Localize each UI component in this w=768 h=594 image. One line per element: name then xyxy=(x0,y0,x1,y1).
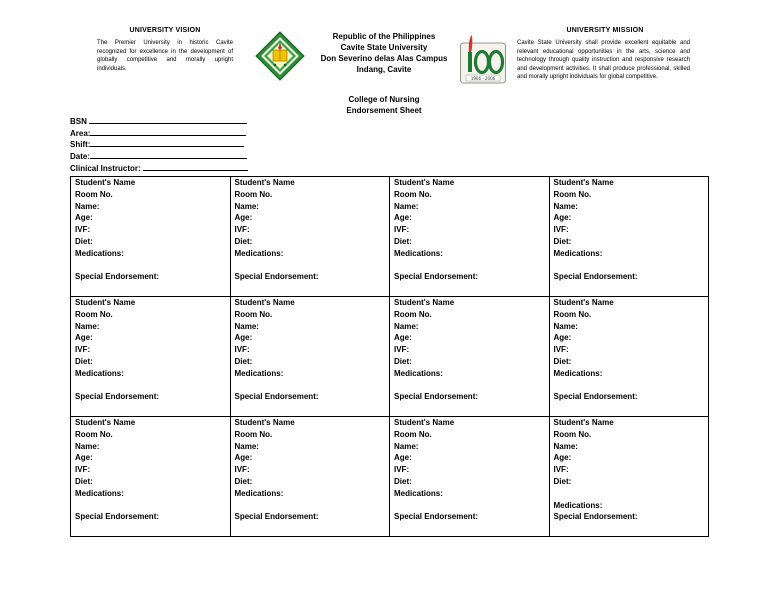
patient-name-label: Name: xyxy=(553,321,578,331)
document-title-block xyxy=(300,94,468,116)
age-label: Age: xyxy=(234,213,253,223)
age-label: Age: xyxy=(234,333,253,343)
bsn-label: BSN xyxy=(70,117,87,126)
grid-row xyxy=(71,177,709,297)
endorsement-cell[interactable] xyxy=(549,177,709,297)
special-endorsement-label: Special Endorsement: xyxy=(75,272,160,282)
campus-name: Don Severino delas Alas Campus xyxy=(320,54,448,63)
medications-label: Medications: xyxy=(394,368,443,378)
student-name-label: Student's Name xyxy=(75,418,136,427)
diet-label: Diet: xyxy=(75,236,93,246)
medications-label: Medications: xyxy=(75,488,124,498)
special-endorsement-label: Special Endorsement: xyxy=(234,512,319,522)
room-no-label: Room No. xyxy=(234,189,273,199)
centennial-100-logo xyxy=(460,33,506,85)
special-endorsement-label: Special Endorsement: xyxy=(394,512,479,522)
ivf-label: IVF: xyxy=(394,465,410,475)
centennial-years: 1906 - 2006 xyxy=(470,75,496,81)
student-name-label: Student's Name xyxy=(75,298,136,307)
medications-label: Medications: xyxy=(75,248,124,258)
age-label: Age: xyxy=(553,333,572,343)
area-line xyxy=(90,128,246,136)
shift-label: Shift: xyxy=(70,140,91,150)
patient-name-label: Name: xyxy=(553,201,578,211)
student-name-label: Student's Name xyxy=(553,418,614,427)
student-name-label: Student's Name xyxy=(394,298,455,307)
endorsement-cell[interactable] xyxy=(71,417,231,537)
special-endorsement-label: Special Endorsement: xyxy=(394,392,479,402)
special-endorsement-label: Special Endorsement: xyxy=(394,272,479,282)
university-seal-logo xyxy=(255,31,305,81)
ivf-label: IVF: xyxy=(553,465,569,475)
student-name-label: Student's Name xyxy=(394,178,455,187)
patient-name-label: Name: xyxy=(234,321,259,331)
room-no-label: Room No. xyxy=(75,189,113,199)
grid-row xyxy=(71,417,709,537)
patient-name-label: Name: xyxy=(234,441,259,451)
patient-name-label: Name: xyxy=(394,201,419,211)
area-field[interactable] xyxy=(70,128,248,140)
age-label: Age: xyxy=(394,333,412,343)
medications-label: Medications: xyxy=(234,248,284,258)
ivf-label: IVF: xyxy=(75,345,91,355)
endorsement-cell[interactable] xyxy=(230,417,390,537)
patient-name-label: Name: xyxy=(394,441,419,451)
diet-label: Diet: xyxy=(394,356,412,366)
medications-label: Medications: xyxy=(234,488,284,498)
room-no-label: Room No. xyxy=(394,429,432,439)
medications-label: Medications: xyxy=(234,368,284,378)
university-header xyxy=(300,31,468,75)
ivf-label: IVF: xyxy=(553,225,569,235)
age-label: Age: xyxy=(234,453,253,463)
university-mission-text: Cavite State University shall provide excellent equitable and relevant educational opportunities in the arts, science and technology through quality instruction and responsive research and development activities. It shall produce professional, skilled and morally upright individuals for global competitive. xyxy=(517,40,690,81)
age-label: Age: xyxy=(553,453,572,463)
room-no-label: Room No. xyxy=(394,189,432,199)
room-no-label: Room No. xyxy=(553,429,592,439)
clinical-instructor-field[interactable] xyxy=(70,163,248,175)
campus-location: Indang, Cavite xyxy=(356,65,412,74)
sheet-title: Endorsement Sheet xyxy=(346,106,422,115)
medications-label: Medications: xyxy=(75,368,124,378)
diet-label: Diet: xyxy=(394,476,412,486)
ivf-label: IVF: xyxy=(394,225,410,235)
room-no-label: Room No. xyxy=(234,309,273,319)
student-name-label: Student's Name xyxy=(75,178,136,187)
room-no-label: Room No. xyxy=(394,309,432,319)
student-name-label: Student's Name xyxy=(553,178,614,187)
diet-label: Diet: xyxy=(234,356,253,366)
ivf-label: IVF: xyxy=(234,225,250,235)
medications-label: Medications: xyxy=(394,248,443,258)
date-label: Date: xyxy=(70,152,91,162)
university-name: Cavite State University xyxy=(340,43,428,52)
date-field[interactable] xyxy=(70,151,248,163)
bsn-line xyxy=(89,116,247,124)
ivf-label: IVF: xyxy=(234,465,250,475)
patient-name-label: Name: xyxy=(394,321,419,331)
ivf-label: IVF: xyxy=(75,225,91,235)
diet-label: Diet: xyxy=(553,356,572,366)
patient-name-label: Name: xyxy=(75,201,100,211)
patient-name-label: Name: xyxy=(75,441,100,451)
age-label: Age: xyxy=(394,453,412,463)
endorsement-cell[interactable] xyxy=(71,177,231,297)
endorsement-cell[interactable] xyxy=(390,177,550,297)
republic-line: Republic of the Philippines xyxy=(332,32,436,41)
special-endorsement-label: Special Endorsement: xyxy=(75,512,160,522)
age-label: Age: xyxy=(75,453,93,463)
endorsement-cell[interactable] xyxy=(230,297,390,417)
special-endorsement-label: Special Endorsement: xyxy=(553,272,638,282)
medications-label: Medications: xyxy=(553,500,603,510)
student-name-label: Student's Name xyxy=(234,298,295,307)
bsn-field[interactable] xyxy=(70,116,248,128)
medications-label: Medications: xyxy=(553,248,603,258)
diet-label: Diet: xyxy=(75,356,93,366)
medications-label: Medications: xyxy=(394,488,443,498)
student-name-label: Student's Name xyxy=(234,178,295,187)
special-endorsement-label: Special Endorsement: xyxy=(553,512,638,522)
age-label: Age: xyxy=(553,213,572,223)
endorsement-cell[interactable] xyxy=(549,417,709,537)
room-no-label: Room No. xyxy=(234,429,273,439)
university-vision-title: UNIVERSITY VISION xyxy=(129,27,201,34)
ivf-label: IVF: xyxy=(553,345,569,355)
special-endorsement-label: Special Endorsement: xyxy=(553,392,638,402)
special-endorsement-label: Special Endorsement: xyxy=(234,272,319,282)
diet-label: Diet: xyxy=(394,236,412,246)
room-no-label: Room No. xyxy=(553,309,592,319)
shift-line xyxy=(90,139,244,147)
date-line xyxy=(90,151,247,159)
university-mission-title: UNIVERSITY MISSION xyxy=(566,27,644,34)
patient-name-label: Name: xyxy=(75,321,100,331)
room-no-label: Room No. xyxy=(553,189,592,199)
ivf-label: IVF: xyxy=(234,345,250,355)
endorsement-cell[interactable] xyxy=(390,297,550,417)
sheet-fields xyxy=(70,116,248,175)
patient-name-label: Name: xyxy=(234,201,259,211)
diet-label: Diet: xyxy=(234,476,253,486)
grid-row xyxy=(71,297,709,417)
diet-label: Diet: xyxy=(234,236,253,246)
diet-label: Diet: xyxy=(553,236,572,246)
endorsement-cell[interactable] xyxy=(71,297,231,417)
special-endorsement-label: Special Endorsement: xyxy=(75,392,160,402)
student-name-label: Student's Name xyxy=(234,418,295,427)
clinical-instructor-label: Clinical Instructor: xyxy=(70,163,141,173)
shift-field[interactable] xyxy=(70,139,248,151)
student-name-label: Student's Name xyxy=(553,298,614,307)
student-name-label: Student's Name xyxy=(394,418,455,427)
endorsement-grid xyxy=(70,176,709,537)
medications-label: Medications: xyxy=(553,368,603,378)
clinical-instructor-line xyxy=(143,163,248,171)
university-vision-text: The Premier University in historic Cavite recognized for excellence in the development of globally competitive and morally upright individuals. xyxy=(97,40,233,72)
age-label: Age: xyxy=(75,213,93,223)
endorsement-cell[interactable] xyxy=(549,297,709,417)
room-no-label: Room No. xyxy=(75,309,113,319)
area-label: Area: xyxy=(70,128,91,138)
room-no-label: Room No. xyxy=(75,429,113,439)
diet-label: Diet: xyxy=(75,476,93,486)
age-label: Age: xyxy=(75,333,93,343)
age-label: Age: xyxy=(394,213,412,223)
endorsement-cell[interactable] xyxy=(230,177,390,297)
special-endorsement-label: Special Endorsement: xyxy=(234,392,319,402)
diet-label: Diet: xyxy=(553,476,572,486)
ivf-label: IVF: xyxy=(75,465,91,475)
endorsement-cell[interactable] xyxy=(390,417,550,537)
ivf-label: IVF: xyxy=(394,345,410,355)
college-name: College of Nursing xyxy=(348,95,420,104)
patient-name-label: Name: xyxy=(553,441,578,451)
